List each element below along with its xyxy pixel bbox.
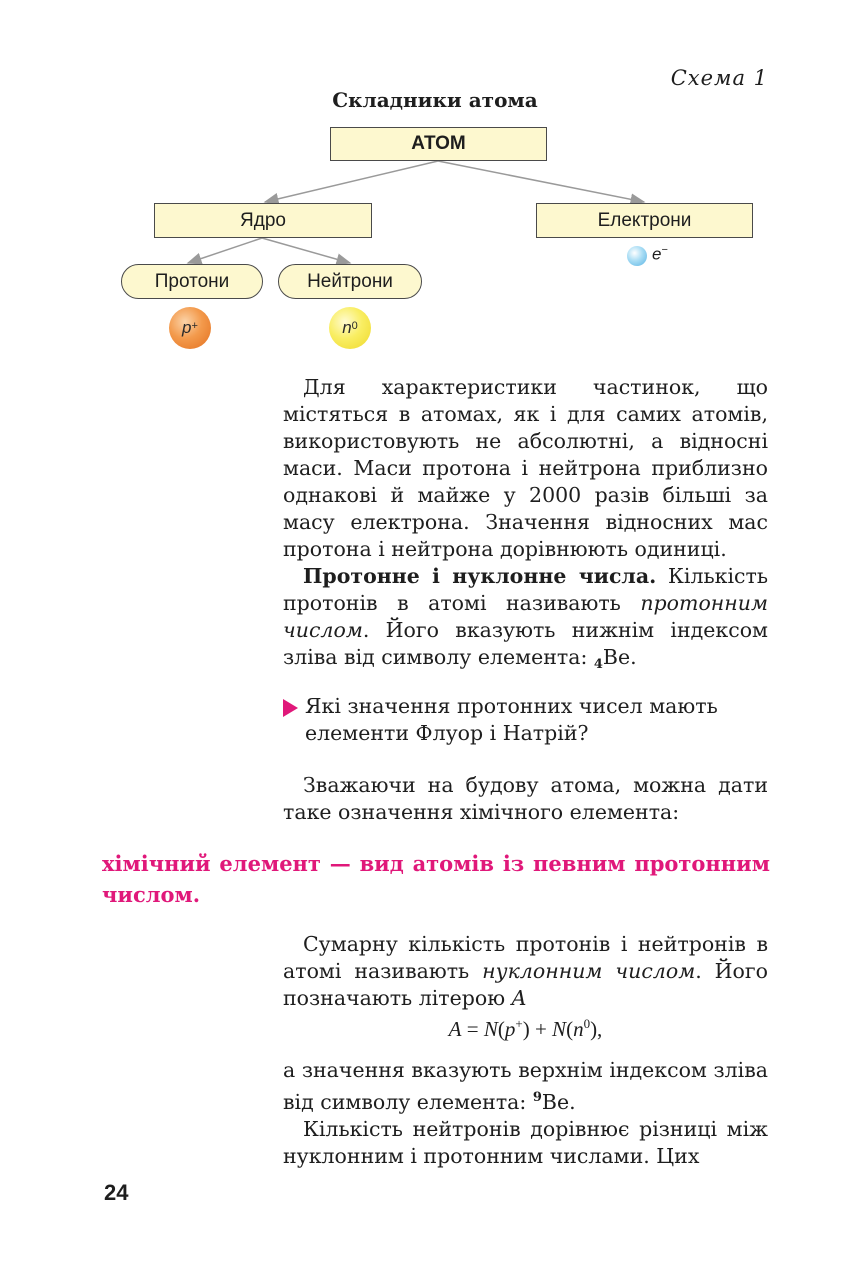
neutron-charge: 0 bbox=[351, 320, 358, 332]
p4-text-b: . Його позначають літерою bbox=[283, 959, 768, 1010]
term-nucleon-number: нуклонним числом bbox=[482, 959, 696, 983]
atom-box: АТОМ bbox=[330, 127, 547, 161]
paragraph-neutrons: Кількість нейтронів дорівнює різниці між нуклонним і протонним числами. Цих bbox=[283, 1116, 768, 1168]
be-symbol-2: Be. bbox=[541, 1089, 576, 1114]
text-block-4 bbox=[283, 1057, 768, 1170]
formula-p: p bbox=[504, 1017, 516, 1041]
formula-p-sup: + bbox=[515, 1016, 523, 1031]
p4-text-a: Сумарну кількість протонів і нейтронів в атомі називають bbox=[283, 932, 768, 983]
question-text bbox=[305, 693, 768, 747]
formula-a: A bbox=[448, 1017, 462, 1041]
proton-symbol: p bbox=[182, 318, 192, 337]
proton-ball bbox=[169, 307, 211, 349]
paragraph-superscript bbox=[283, 1057, 768, 1116]
formula-n1: N bbox=[483, 1017, 498, 1041]
electron-label bbox=[652, 244, 668, 265]
nucleus-box: Ядро bbox=[154, 203, 372, 238]
text-block-1 bbox=[283, 374, 768, 678]
neutron-ball bbox=[329, 307, 371, 349]
formula-n-sup: 0 bbox=[583, 1016, 591, 1031]
formula-end: ), bbox=[590, 1017, 603, 1041]
text-block-2 bbox=[283, 772, 768, 826]
arrow-nucleus-to-neutrons bbox=[262, 238, 350, 263]
p2-text-b: . Його вказують нижнім індексом зліва від символу елемента: bbox=[283, 618, 768, 669]
formula-n2: N bbox=[552, 1017, 567, 1041]
electron-charge: − bbox=[661, 244, 668, 256]
electron-symbol: e bbox=[652, 244, 662, 264]
paragraph-nucleon-number bbox=[283, 931, 768, 1012]
p2-text-a: Кількість протонів в атомі називають bbox=[283, 564, 768, 615]
protons-pill: Протони bbox=[121, 264, 263, 299]
schema-label: Схема 1 bbox=[670, 66, 768, 90]
page-number: 24 bbox=[104, 1180, 129, 1205]
neutron-symbol: n bbox=[342, 318, 352, 337]
arrow-nucleus-to-protons bbox=[188, 238, 262, 263]
text-block-3 bbox=[283, 931, 768, 1012]
formula: $A = N(p^+) + N(n^0)$, bbox=[448, 1016, 603, 1041]
letter-a: A bbox=[511, 986, 527, 1010]
neutrons-pill: Нейтрони bbox=[278, 264, 422, 299]
electrons-box: Електрони bbox=[536, 203, 753, 238]
term-proton-number: протонним числом bbox=[283, 591, 768, 642]
diagram-title: Складники атома bbox=[332, 88, 538, 112]
arrow-atom-to-electrons bbox=[438, 161, 644, 202]
question-marker-icon bbox=[283, 699, 298, 717]
formula-eq: = bbox=[461, 1017, 484, 1041]
proton-charge: + bbox=[191, 320, 198, 332]
formula-plus: + bbox=[529, 1017, 553, 1041]
proton-index: 4 bbox=[593, 657, 603, 672]
p5-text-a: а значення вказують верхнім індексом зліва від символу елемента: bbox=[283, 1058, 768, 1114]
formula-n: n bbox=[573, 1017, 584, 1041]
nucleon-index: 9 bbox=[532, 1090, 542, 1105]
electron-ball bbox=[627, 246, 647, 266]
paragraph-masses: Для характеристики частинок, що містяться в атомах, як і для самих атомів, використовують не абсолютні, а відносні маси. Маси протона і нейтрона приблизно однакові й майже у 2000 разів більші за масу електрона. Значення відносних мас протона і нейтрона дорівнюють одиниці. bbox=[283, 375, 768, 561]
diagram-arrows bbox=[0, 0, 857, 400]
question-paragraph: Які значення протонних чисел мають елементи Флуор і Натрій? bbox=[305, 694, 718, 745]
arrow-atom-to-nucleus bbox=[265, 161, 438, 202]
be-symbol: Be. bbox=[602, 645, 637, 669]
definition-text: хімічний елемент — вид атомів із певним протонним числом. bbox=[102, 851, 770, 907]
paragraph-proton-number bbox=[283, 563, 768, 678]
heading-proton-nucleon: Протонне і нуклонне числа. bbox=[303, 564, 657, 588]
paragraph-definition-intro: Зважаючи на будову атома, можна дати таке означення хімічного елемента: bbox=[283, 773, 768, 824]
